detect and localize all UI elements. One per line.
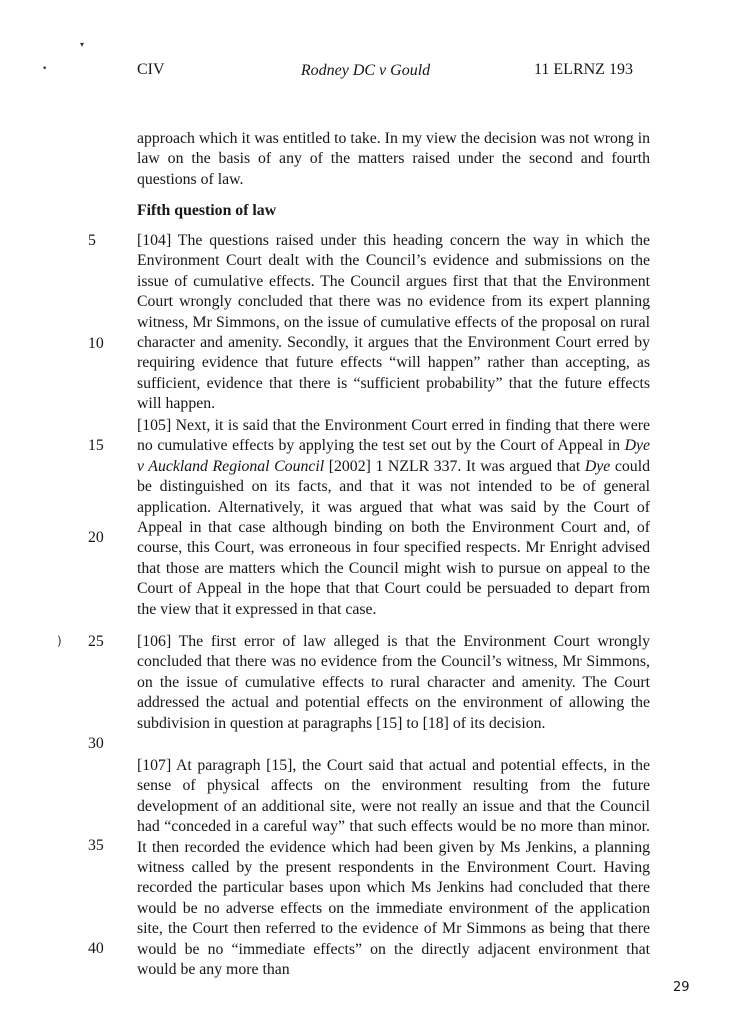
case-citation: Dye v Auckland Regional Council [137, 437, 650, 475]
header-case-name: Rodney DC v Gould [300, 62, 431, 79]
paragraph-104: [104] The questions raised under this heading concern the way in which the Environment Court dealt with the Council’s evidence and submissions on the issue of cumulative effects. The Council argues first that that the Environment Court wrongly concluded that there was no evidence from its expert planning witness, Mr Simmons, on the issue of cumulative effects of the proposal on rural character and amenity. Secondly, it argues that the Environment Court erred by requiring evidence that future effects “will happen” rather than accepting, as sufficient, evidence that there is “sufficient probability” that the future effects will happen. [137, 232, 650, 413]
line-number: 10 [88, 335, 104, 352]
case-short-name: Dye [584, 457, 611, 475]
continuation-paragraph: approach which it was entitled to take. In my view the decision was not wrong in law on the basis of any of the matters raised under the second and fourth questions of law. [137, 130, 650, 188]
scan-mark: ▾ [80, 40, 85, 49]
paragraph-107: [107] At paragraph [15], the Court said that actual and potential effects, in the sense of physical affects on the environment resulting from the future development of an additional site, were not really an issue and that the Council had “conceded in a careful way” that such effects would be no more than minor. It then recorded the evidence which had been given by Ms Jenkins, a planning witness called by the present respondents in the Environment Court. Having recorded the particular bases upon which Ms Jenkins had concluded that there would be no adverse effects on the immediate environment of the application site, the Court then referred to the evidence of Mr Simmons as being that there would be no “immediate effects” on the directly adjacent environment that would be any more than [137, 757, 650, 979]
line-number: 35 [88, 837, 104, 854]
page-number: 29 [673, 980, 690, 995]
line-number: 30 [88, 735, 104, 752]
header-citation: 11 ELRNZ 193 [534, 61, 633, 78]
line-number: 5 [88, 232, 96, 249]
paragraph-105-text: could be distinguished on its facts, and that it was not intended to be of general application. Alternatively, it was argued that what was said by the Court of Appeal in that case although binding on both the Environment Court and, of course, this Court, was erroneous in four specified respects. Mr Enright advised that those are matters which the Council might wish to pursue on appeal to the Court of Appeal in the hope that that Court could be persuaded to depart from the view that it expressed in that case. [137, 457, 650, 618]
paragraph-105-text: [105] Next, it is said that the Environment Court erred in finding that there were no cumulative effects by applying the test set out by the Court of Appeal in [137, 417, 650, 455]
scan-mark: ) [57, 634, 62, 648]
section-heading: Fifth question of law [137, 202, 277, 219]
paragraph-105 [137, 416, 650, 620]
line-number: 20 [88, 529, 104, 546]
line-number: 40 [88, 940, 104, 957]
scan-mark: • [42, 64, 48, 74]
paragraph-105-text: [2002] 1 NZLR 337. It was argued that [324, 457, 585, 475]
paragraph-106: [106] The first error of law alleged is that the Environment Court wrongly concluded that there was no evidence from the Council’s witness, Mr Simmons, on the issue of cumulative effects to rural character and amenity. The Court addressed the actual and potential effects on the environment of allowing the subdivision in question at paragraphs [15] to [18] of its decision. [137, 633, 650, 732]
header-court: CIV [137, 61, 165, 78]
line-number: 25 [88, 633, 104, 650]
line-number: 15 [88, 437, 104, 454]
